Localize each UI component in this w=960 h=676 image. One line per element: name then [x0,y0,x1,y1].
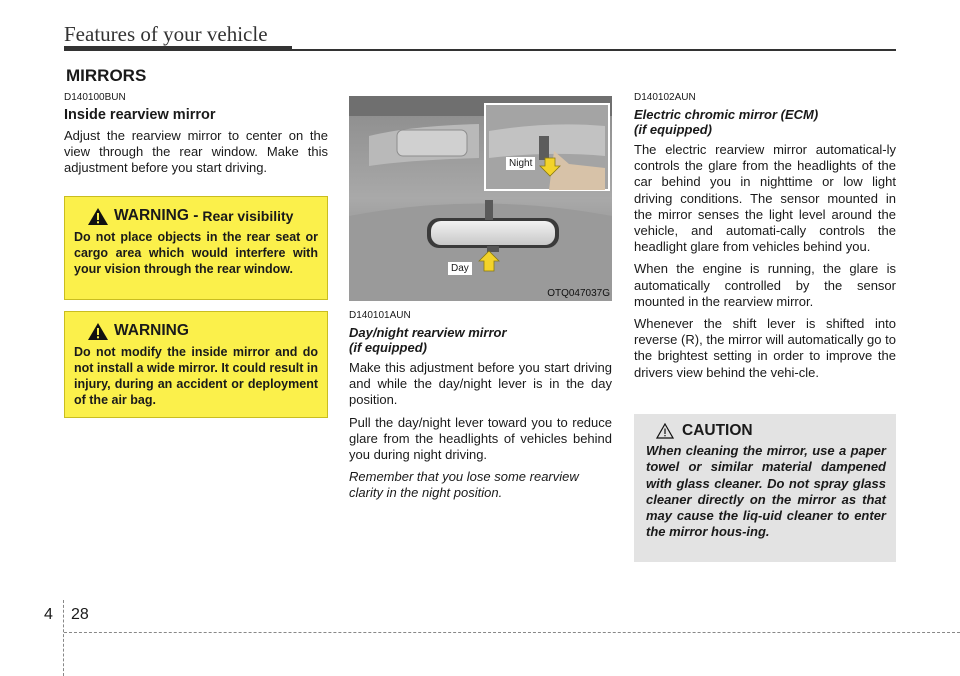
mirror-illustration [349,96,612,301]
warning-title-row [74,322,318,340]
heading-line-1: Day/night rearview mirror [349,325,507,340]
column-3 [634,92,896,387]
section-heading [634,107,896,137]
warning-body: Do not modify the inside mirror and do not install a wide mirror. It could result in injury, during an accident or deployment of the air bag. [74,345,318,407]
caution-body: When cleaning the mirror, use a paper towel or similar material dampened with glass cleaner. Do not spray glass cleaner directly on the mirror as that may cause the liq-uid cleaner to enter the mirror hous-ing. [646,443,886,540]
heading-line-2: (if equipped) [349,340,427,355]
warning-title: WARNING [114,322,189,339]
paragraph: The electric rearview mirror automatical-ly controls the glare from the headlights of the car behind you in nighttime or low light driving conditions. The sensor mounted in the mirror senses the light level around the vehicle, and automati-cally controls the headlight glare from vehicles behind you. [634,142,896,255]
italic-note: Remember that you lose some rearview clarity in the night position. [349,469,579,501]
section-code: D140100BUN [64,92,126,103]
chapter-number: 4 [44,606,53,623]
caution-triangle-icon [656,423,674,439]
warning-box-rear-visibility [64,196,328,300]
image-code: OTQ047037G [547,288,610,299]
section-code: D140102AUN [634,92,696,103]
rearview-mirror-photo [349,96,612,301]
section-code: D140101AUN [349,310,411,321]
warning-box-mirror-modification [64,311,328,418]
day-label: Day [448,262,472,275]
warning-title: WARNING - [114,207,199,224]
page-number: 28 [71,606,89,623]
paragraph: Adjust the rearview mirror to center on the view through the rear window. Make this adjustment before you start driving. [64,128,328,176]
header-rule-thick [64,46,292,51]
night-label: Night [506,157,535,170]
footer-divider [64,632,960,633]
section-heading [349,325,612,355]
warning-title-row [74,207,318,225]
warning-triangle-icon [88,208,108,225]
section-title: MIRRORS [66,66,147,85]
caution-box [634,414,896,562]
paragraph: When the engine is running, the glare is automatically controlled by the sensor mounted in the rearview mirror. [634,261,896,309]
heading-line-2: (if equipped) [634,122,712,137]
warning-body: Do not place objects in the rear seat or cargo area which would interfere with your vision through the rear window. [74,230,318,276]
header-rule-thin [292,49,896,51]
caution-title: CAUTION [682,422,753,439]
heading-line-1: Electric chromic mirror (ECM) [634,107,819,122]
running-header: Features of your vehicle [64,22,268,46]
section-heading: Inside rearview mirror [64,107,216,123]
footer-vertical-divider [63,600,64,676]
warning-subtitle: Rear visibility [202,208,294,224]
paragraph: Whenever the shift lever is shifted into reverse (R), the mirror will automatically go to the brightest setting in order to improve the drivers view behind the vehi-cle. [634,316,896,380]
paragraph: Pull the day/night lever toward you to reduce glare from the headlights of vehicles behind you during night driving. [349,414,612,463]
caution-title-row [646,422,886,440]
paragraph: Make this adjustment before you start driving and while the day/night lever is in the day position. [349,360,612,408]
warning-triangle-icon [88,323,108,340]
column-1 [64,92,328,183]
column-2 [349,310,612,502]
